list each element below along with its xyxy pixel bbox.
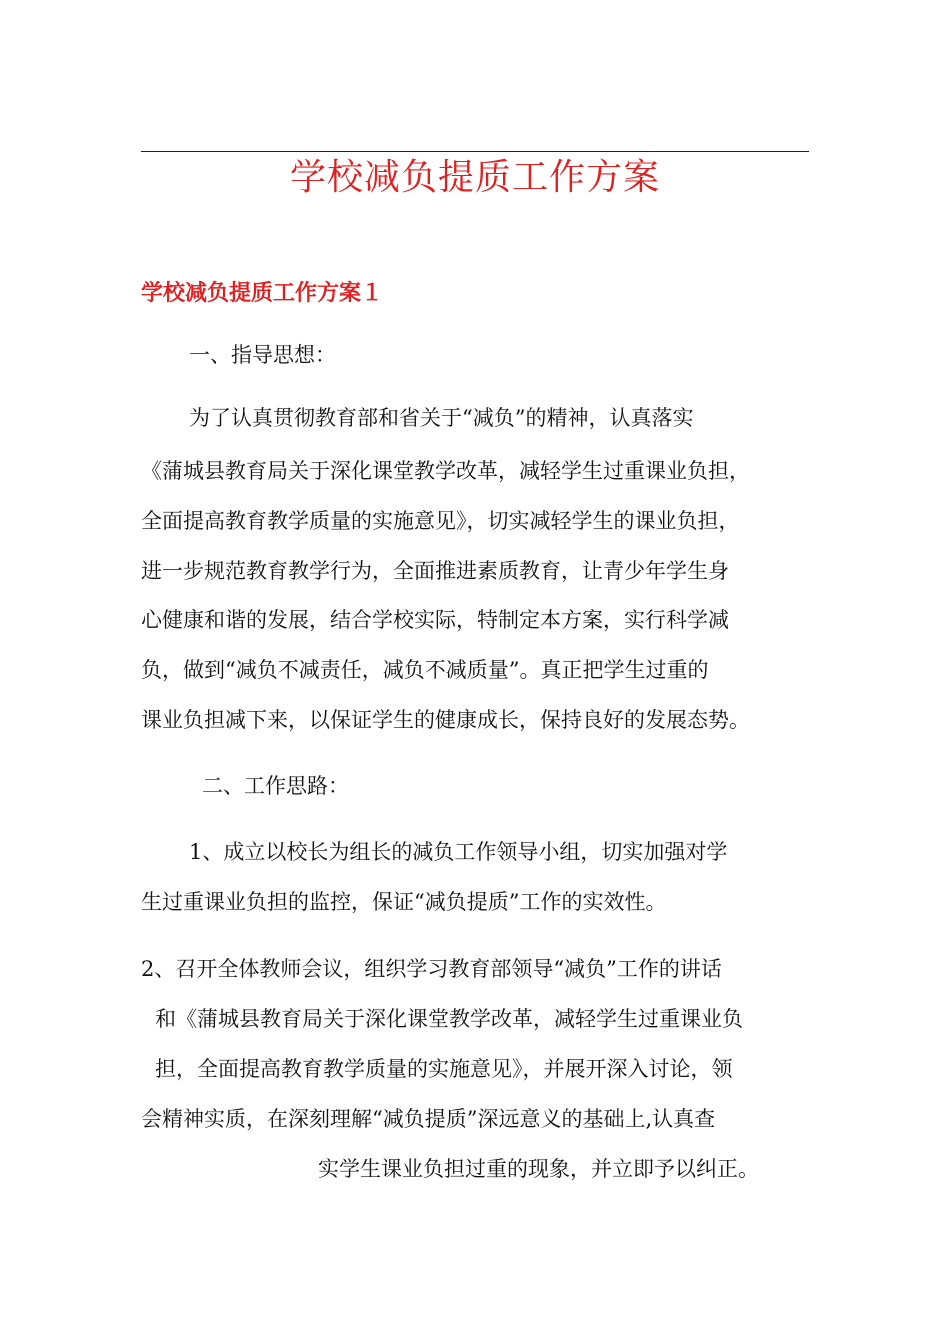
section-subtitle: 学校减负提质工作方案１ — [141, 281, 384, 306]
para1-line: 负，做到“减负不减责任，减负不减质量”。真正把学生过重的 — [141, 658, 709, 682]
para1-line: 心健康和谐的发展，结合学校实际，特制定本方案，实行科学减 — [141, 608, 729, 632]
item2-line: 2、召开全体教师会议，组织学习教育部领导“减负”工作的讲话 — [141, 957, 722, 981]
para1-line: 课业负担减下来，以保证学生的健康成长，保持良好的发展态势。 — [141, 708, 750, 732]
item2-line: 会精神实质，在深刻理解“减负提质”深远意义的基础上,认真查 — [141, 1107, 716, 1131]
item2-line: 和《蒲城县教育局关于深化课堂教学改革，减轻学生过重课业负 — [155, 1007, 743, 1031]
para1-line: 进一步规范教育教学行为，全面推进素质教育，让青少年学生身 — [141, 559, 729, 583]
para1-line: 为了认真贯彻教育部和省关于“减负”的精神，认真落实 — [189, 406, 694, 430]
para1-line: 全面提高教育教学质量的实施意见》，切实减轻学生的课业负担， — [141, 509, 740, 533]
section1-heading: 一、指导思想： — [189, 343, 336, 367]
para1-line: 《蒲城县教育局关于深化课堂教学改革，减轻学生过重课业负担， — [141, 459, 750, 483]
item1-line: 生过重课业负担的监控，保证“减负提质”工作的实效性。 — [141, 890, 667, 914]
section2-heading: 二、工作思路： — [202, 774, 349, 798]
item1-line: 1、成立以校长为组长的减负工作领导小组，切实加强对学 — [189, 840, 728, 864]
document-title: 学校减负提质工作方案 — [289, 157, 660, 198]
item2-line: 实学生课业负担过重的现象，并立即予以纠正。 — [318, 1157, 759, 1181]
item2-line: 担，全面提高教育教学质量的实施意见》，并展开深入讨论，领 — [155, 1057, 733, 1081]
